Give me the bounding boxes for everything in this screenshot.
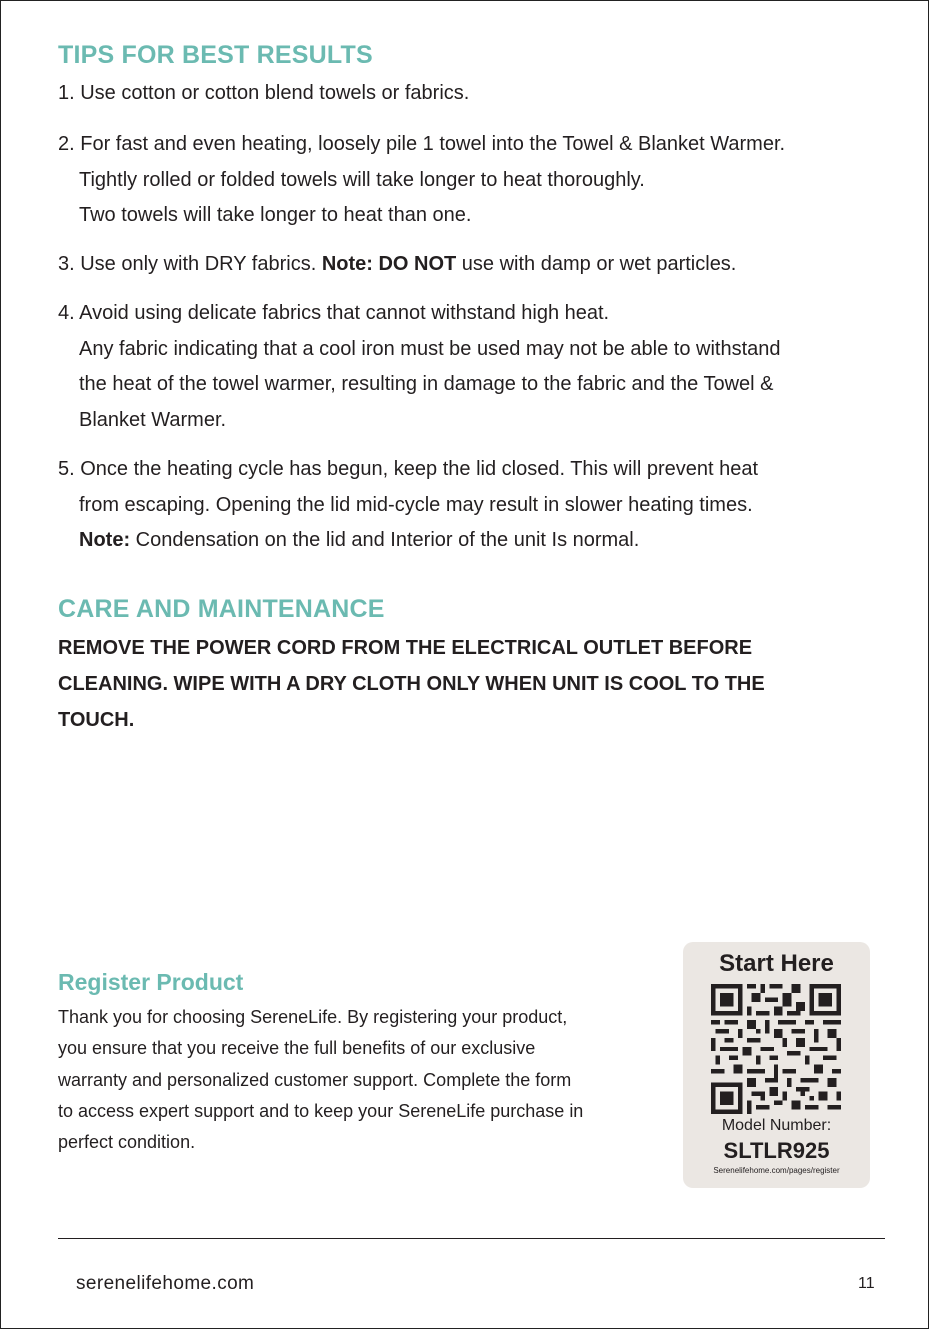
tip-5-line-2: from escaping. Opening the lid mid-cycle may result in slower heating times. xyxy=(79,493,753,516)
tip-4-line-4: Blanket Warmer. xyxy=(79,408,227,431)
care-line-3: TOUCH. xyxy=(58,709,135,731)
register-card[interactable] xyxy=(683,942,870,1188)
tip-5-note-label: Note: xyxy=(79,529,131,551)
tip-5-note-text: Condensation on the lid and Interior of the unit Is normal. xyxy=(130,529,640,551)
tip-3-pre: 3. Use only with DRY fabrics. xyxy=(58,253,322,275)
tip-3-note: Note: DO NOT xyxy=(321,253,457,275)
register-line-1: Thank you for choosing SereneLife. By registering your product, xyxy=(58,1007,568,1027)
register-line-3: warranty and personalized customer support. Complete the form xyxy=(58,1069,572,1090)
register-heading: Register Product xyxy=(58,969,244,995)
tip-4-line-1: 4. Avoid using delicate fabrics that cannot withstand high heat. xyxy=(58,302,610,324)
care-line-2: CLEANING. WIPE WITH A DRY CLOTH ONLY WHEN UNIT IS COOL TO THE xyxy=(58,673,765,695)
tip-4-line-3: the heat of the towel warmer, resulting in damage to the fabric and the Towel & xyxy=(79,373,774,395)
tip-2-line-1: 2. For fast and even heating, loosely pile 1 towel into the Towel & Blanket Warmer. xyxy=(58,133,786,155)
care-line-1: REMOVE THE POWER CORD FROM THE ELECTRICAL OUTLET BEFORE xyxy=(58,637,753,659)
register-line-4: to access expert support and to keep your SereneLife purchase in xyxy=(58,1100,584,1121)
tip-2-line-2: Tightly rolled or folded towels will take longer to heat thoroughly. xyxy=(79,168,645,191)
tip-5-line-1: 5. Once the heating cycle has begun, keep the lid closed. This will prevent heat xyxy=(58,458,759,480)
register-text xyxy=(58,1002,583,1158)
tip-item-3 xyxy=(58,247,736,283)
register-line-5: perfect condition. xyxy=(58,1132,196,1153)
model-number: SLTLR925 xyxy=(723,1138,830,1163)
tip-4-line-2: Any fabric indicating that a cool iron must be used may not be able to withstand xyxy=(79,337,781,360)
register-line-2: you ensure that you receive the full benefits of our exclusive xyxy=(58,1038,536,1059)
tip-1-text: 1. Use cotton or cotton blend towels or fabrics. xyxy=(58,82,470,104)
tip-item-5 xyxy=(58,452,758,559)
tips-heading: TIPS FOR BEST RESULTS xyxy=(58,41,373,69)
model-number-label: Model Number: xyxy=(721,1117,832,1134)
tip-2-line-3: Two towels will take longer to heat than one. xyxy=(79,204,472,226)
qr-code-icon[interactable] xyxy=(711,984,841,1114)
register-url[interactable]: Serenelifehome.com/pages/register xyxy=(713,1166,840,1175)
tip-3-post: use with damp or wet particles. xyxy=(456,253,737,275)
tip-item-4 xyxy=(58,296,781,438)
page-number: 11 xyxy=(858,1275,875,1292)
tip-5-note xyxy=(58,523,758,559)
tip-item-2 xyxy=(58,127,785,234)
tip-3-line xyxy=(58,247,736,283)
footer-website[interactable]: serenelifehome.com xyxy=(76,1273,255,1294)
care-text xyxy=(58,630,765,738)
tip-item-1 xyxy=(58,76,469,112)
footer-divider xyxy=(58,1238,885,1239)
card-title: Start Here xyxy=(719,950,834,977)
care-heading: CARE AND MAINTENANCE xyxy=(58,595,385,623)
